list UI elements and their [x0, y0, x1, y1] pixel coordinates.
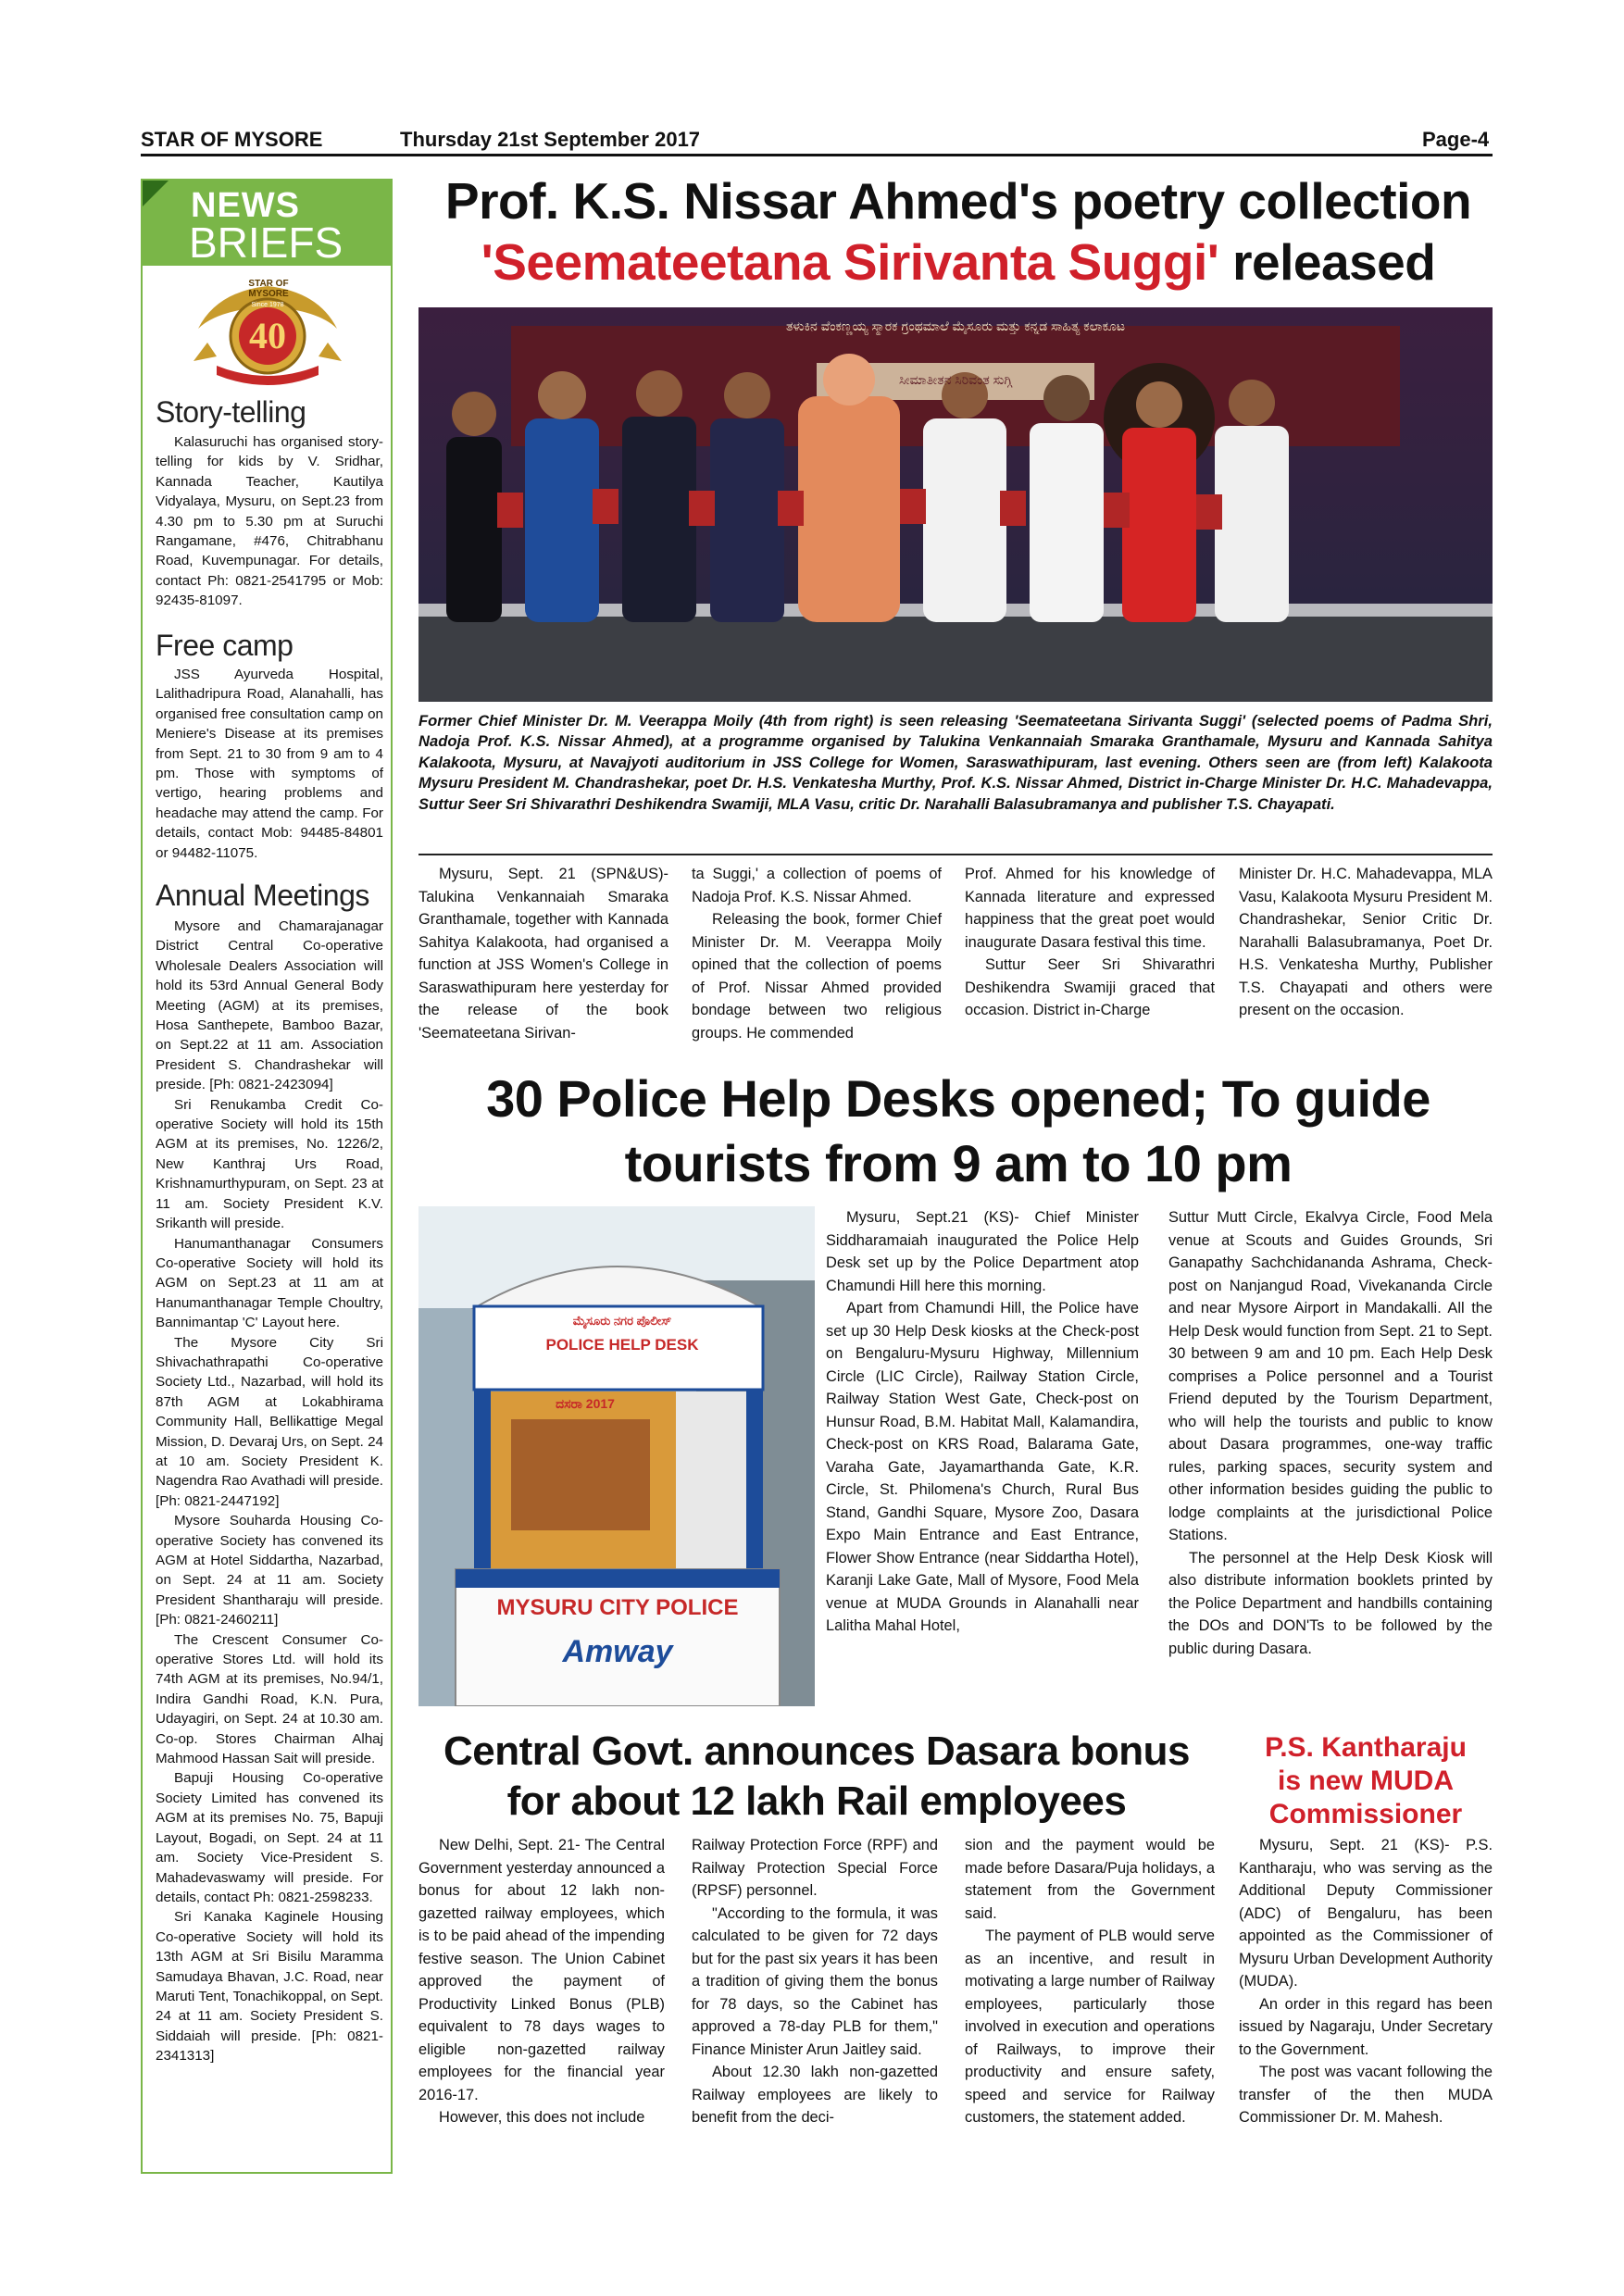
- kiosk-kannada-text: ಮೈಸೂರು ನಗರ ಪೊಲೀಸ್: [572, 1314, 672, 1328]
- story1-headline-line2: [407, 233, 1509, 291]
- story2-para: Apart from Chamundi Hill, the Police have set up 30 Help Desk kiosks at the Check-post on Bengaluru-Mysuru Highway, Millennium Circle (LIC Circle), Railway Station Circle, Railway Station West Gate, Check-post on Hunsur Road, B.M. Habitat Mall, Kalamandira, Check-post on KRS Road, Balarama Gate, Varaha Gate, Jayamarthanda Gate, K.R. Circle, St. Philomena's Church, Rural Bus Stand, Gandhi Square, Mysore Zoo, Dasara Expo Main Entrance and East Entrance, Flower Show Entrance (near Siddartha Hotel), Karanji Lake Gate, Mall of Mysore, Food Mela venue at MUDA Grounds in Alanahalli near Lalitha Mahal Hotel,: [826, 1300, 1139, 1634]
- logo-top-text: STAR OF MYSORE: [248, 279, 289, 299]
- photo-banner-text: ತಳುಕಿನ ವೆಂಕಣ್ಣಯ್ಯ ಸ್ಮಾರಕ ಗ್ರಂಥಮಾಲೆ ಮೈಸೂರು ಮತ್ತು ಕನ್ನಡ ಸಾಹಿತ್ಯ ಕಲಾಕೂಟ: [786, 318, 1125, 333]
- story3-para: "According to the formula, it was calculated to be given for 72 days but for the past six years it has been a tradition of giving them the bonus for 78 days, so the Cabinet has approved a 78-day PLB for them," Finance Minister Arun Jaitley said.: [692, 1904, 938, 2058]
- police-kiosk-image: [418, 1206, 815, 1706]
- corner-arrow-icon: [143, 181, 169, 206]
- book-release-photo: [418, 307, 1493, 702]
- paper-name: STAR OF MYSORE: [141, 128, 323, 151]
- meeting-item: The Mysore City Sri Shivachathrapathi Co-operative Society Ltd., Nazarbad, will hold its 87th AGM at Lokabhirama Community Hall, Bellikattige Megal Mission, D. Devaraj Urs, on Sept. 24 at 10 am. Society President K. Nagendra Rao Avathadi will preside. [Ph: 0821-2447192]: [156, 1334, 383, 1509]
- kiosk-sign-text: POLICE HELP DESK: [545, 1336, 699, 1354]
- story2-para: Suttur Mutt Circle, Ekalvya Circle, Food Mela venue at Scouts and Guides Grounds, Sri Ganapathy Sachchidananda Ashrama, Check-post on Nanjangud Road, Vivekananda Circle and near Mysore Airport in Mandakalli. All the Help Desk would function from Sept. 21 to Sept. 30 between 9 am and 10 pm. Each Help Desk comprises a Police personnel and a Tourist Friend deputed by the Tourism Department, who will help the tourists and public to know about Dasara programmes, one-way traffic rules, parking spaces, security system and other information besides guiding the public to lodge complaints at the jurisdictional Police Stations.: [1168, 1209, 1493, 1543]
- story1-para: Releasing the book, former Chief Minister Dr. M. Veerappa Moily opined that the collection of poems of Prof. Nissar Ahmed provided bondage between two religious groups. He commended: [692, 911, 942, 1042]
- meeting-item: Mysore and Chamarajanagar District Central Co-operative Wholesale Dealers Association will hold its 53rd Annual General Body Meeting (AGM) at its premises, Hosa Santhepete, Bamboo Bazar, on Sept.22 at 11 am. Association President S. Chandrashekar will preside. [Ph: 0821-2423094]: [156, 918, 383, 1093]
- story3-col1: [418, 1834, 665, 2129]
- story3-para: sion and the payment would be made before Dasara/Puja holidays, a statement from the Government said.: [965, 1837, 1215, 1922]
- story2-para: Mysuru, Sept.21 (KS)- Chief Minister Siddharamaiah inaugurated the Police Help Desk set up by the Police Department atop Chamundi Hill here this morning.: [826, 1209, 1139, 1294]
- caption-rule: [418, 854, 1493, 855]
- logo-number: 40: [249, 315, 286, 356]
- book-title-red: 'Seemateetana Sirivanta Suggi': [481, 233, 1219, 291]
- story1-headline-line1: Prof. K.S. Nissar Ahmed's poetry collection: [444, 172, 1472, 230]
- freecamp-para: JSS Ayurveda Hospital, Lalithadripura Road, Alanahalli, has organised free consultation camp on Meniere's Disease at its premises from Sept. 21 to 30 from 9 am to 4 pm. Those with symptoms of vertigo, hearing problems and headache may attend the camp. For details, contact Mob: 94485-84801 or 94482-11075.: [156, 667, 383, 861]
- story3-headline-line1: Central Govt. announces Dasara bonus: [443, 1728, 1190, 1774]
- storytelling-heading: Story-telling: [156, 395, 306, 429]
- kiosk-sponsor-text: Amway: [562, 1634, 673, 1669]
- story2-col2: [1168, 1206, 1493, 1660]
- book-release-photo-image: [418, 307, 1493, 702]
- story3-headline-line2: for about 12 lakh Rail employees: [506, 1778, 1127, 1824]
- meeting-item: The Crescent Consumer Co-operative Stores Ltd. will hold its 74th AGM at its premises, No.94/1, Indira Gandhi Road, K.N. Pura, Udayagiri, on Sept. 24 at 10.30 am. Co-op. Stores Chairman Alhaj Mahmood Hassan Sait will preside.: [156, 1631, 383, 1767]
- meeting-item: Mysore Souharda Housing Co-operative Society has convened its AGM at Hotel Siddartha, Nazarbad, on Sept. 24 at 11 am. Society President Shantharaju will preside. [Ph: 0821-2460211]: [156, 1513, 383, 1628]
- police-kiosk-photo: [418, 1206, 815, 1706]
- story4-headline-line3: Commissioner: [1268, 1799, 1463, 1829]
- kiosk-dasara-text: ದಸರಾ 2017: [556, 1396, 615, 1411]
- page-number: Page-4: [1422, 128, 1490, 151]
- story3-para: New Delhi, Sept. 21- The Central Government yesterday announced a bonus for about 12 lakh non-gazetted railway employees, which is to be paid ahead of the impending festive season. The Union Cabinet approved the payment of Productivity Linked Bonus (PLB) equivalent to 78 days wages to eligible non-gazetted railway employees for the financial year 2016-17.: [418, 1837, 665, 2103]
- story4-para: An order in this regard has been issued by Nagaraju, Under Secretary to the Government.: [1239, 1995, 1493, 2058]
- story1-para: ta Suggi,' a collection of poems of Nadoja Prof. K.S. Nissar Ahmed.: [692, 866, 942, 905]
- briefs-label: BRIEFS: [189, 218, 344, 267]
- story1-para: Suttur Seer Sri Shivarathri Deshikendra Swamiji graced that occasion. District in-Charge: [965, 956, 1215, 1018]
- anniversary-logo: [189, 273, 346, 389]
- storytelling-text: [156, 432, 383, 611]
- issue-date: Thursday 21st September 2017: [400, 128, 701, 151]
- story2-headline-line2: tourists from 9 am to 10 pm: [624, 1134, 1293, 1192]
- kiosk-brand-text: MYSURU CITY POLICE: [496, 1595, 739, 1620]
- news-briefs-sidebar: [141, 179, 393, 2174]
- story2-para: The personnel at the Help Desk Kiosk will also distribute information booklets printed by the Police Department and handbills containing the DOs and DON'Ts to be followed by the public during Dasara.: [1168, 1549, 1493, 1657]
- news-briefs-header: [143, 181, 391, 266]
- story1-caption: Former Chief Minister Dr. M. Veerappa Moily (4th from right) is seen releasing 'Seemateetana Sirivanta Suggi' (selected poems of Padma Shri, Nadoja Prof. K.S. Nissar Ahmed), at a programme organised by Talukina Venkannaiah Smaraka Granthamale, Mysuru and Kannada Sahitya Kalakoota, Mysuru, at Navajyoti auditorium in JSS College for Women, Saraswathipuram, last evening. Others seen are (from left) Kalakoota Mysuru President M. Chandrashekar, poet Dr. H.S. Venkatesha Murthy, Prof. K.S. Nissar Ahmed, District in-Charge Minister Dr. H.C. Mahadevappa, Suttur Seer Sri Shivarathri Deshikendra Swamiji, MLA Vasu, critic Dr. Narahalli Balasubramanya and publisher T.S. Chayapati.: [418, 712, 1493, 813]
- story4-para: The post was vacant following the transfer of the then MUDA Commissioner Dr. M. Mahesh.: [1239, 2064, 1493, 2126]
- story3-para: Railway Protection Force (RPF) and Railway Protection Special Force (RPSF) personnel.: [692, 1837, 938, 1899]
- meeting-item: Sri Renukamba Credit Co-operative Society will hold its 15th AGM at its premises, No. 1226/2, New Kanthraj Urs Road, Krishnamurthypuram, on Sept. 23 at 11 am. Society President K.V. Srikanth will preside.: [156, 1096, 383, 1232]
- storytelling-para: Kalasuruchi has organised story-telling for kids by V. Sridhar, Kannada Teacher, Kautilya Vidyalaya, Mysuru, on Sept.23 from 4.30 pm to 5.30 pm at Suruchi Rangamane, #476, Chitrabhanu Road, Kuvempunagar. For details, contact Ph: 0821-2541795 or Mob: 92435-81097.: [156, 434, 383, 609]
- headline-released: released: [1218, 233, 1436, 291]
- story1-col3: [965, 863, 1215, 1022]
- story4-para: Mysuru, Sept. 21 (KS)- P.S. Kantharaju, who was serving as the Additional Deputy Commissioner (ADC) of Bengaluru, has been appointed as the Commissioner of Mysuru Urban Development Authority (MUDA).: [1239, 1837, 1493, 1990]
- meeting-item: Hanumanthanagar Consumers Co-operative Society will hold its AGM on Sept.23 at 11 am at Hanumanthanagar Temple Choultry, Bannimantap 'C' Layout here.: [156, 1235, 383, 1331]
- story1-para: Minister Dr. H.C. Mahadevappa, MLA Vasu, Kalakoota Mysuru President M. Chandrashekar, Senior Critic Dr. Narahalli Balasubramanya, Poet Dr. H.S. Venkatesha Murthy, Publisher T.S. Chayapati and others were present on the occasion.: [1239, 866, 1493, 1018]
- story2-headline-line1: 30 Police Help Desks opened; To guide: [486, 1069, 1430, 1128]
- story1-para: Mysuru, Sept. 21 (SPN&US)- Talukina Venkannaiah Smaraka Granthamale, together with Kannada Sahitya Kalakoota, had organised a function at JSS Women's College in Saraswathipuram here yesterday for the release of the book 'Seemateetana Sirivan-: [418, 866, 668, 1042]
- freecamp-heading: Free camp: [156, 629, 294, 662]
- story3-para: The payment of PLB would serve as an incentive, and result in motivating a large number of Railway employees, particularly those involved in execution and operations of Railways, to improve their productivity and ensure safety, speed and service for Railway customers, the statement added.: [965, 1928, 1215, 2126]
- story3-col3: [965, 1834, 1215, 2129]
- freecamp-text: [156, 665, 383, 863]
- story4-headline-line2: is new MUDA: [1277, 1766, 1455, 1796]
- story4-body: [1239, 1834, 1493, 2129]
- story3-para: However, this does not include: [439, 2109, 645, 2126]
- story3-para: About 12.30 lakh non-gazetted Railway employees are likely to benefit from the deci-: [692, 2064, 938, 2126]
- story1-col4: [1239, 863, 1493, 1022]
- masthead-rule: [141, 154, 1493, 156]
- story4-headline-line1: P.S. Kantharaju: [1265, 1732, 1467, 1763]
- photo-banner-book-title: ಸೀಮಾತೀತನ ಸಿರಿವಂತ ಸುಗ್ಗಿ: [899, 372, 1012, 387]
- story4-headline: [1239, 1731, 1493, 1831]
- story1-col1: [418, 863, 668, 1044]
- story3-col2: [692, 1834, 938, 2129]
- meeting-item: Sri Kanaka Kaginele Housing Co-operative Society will hold its 13th AGM at Sri Bisilu Maramma Samudaya Bhavan, J.C. Road, near Maruti Tent, Tonachikoppal, on Sept. 24 at 11 am. Society President S. Siddaiah will preside. [Ph: 0821-2341313]: [156, 1909, 383, 2065]
- news-label: NEWS: [191, 186, 300, 225]
- meetings-heading: Annual Meetings: [156, 879, 369, 912]
- meeting-item: Bapuji Housing Co-operative Society Limited has convened its AGM at its premises No. 75, Bapuji Layout, Bogadi, on Sept. 24 at 11 am. Society Vice-President S. Mahadevaswamy will preside. For details, contact Ph: 0821-2598233.: [156, 1770, 383, 1905]
- logo-since: Since 1978: [251, 302, 284, 308]
- meetings-list: [156, 917, 383, 2066]
- story1-col2: [692, 863, 942, 1044]
- story2-col1: [826, 1206, 1139, 1638]
- story1-para: Prof. Ahmed for his knowledge of Kannada literature and expressed happiness that the great poet would inaugurate Dasara festival this time.: [965, 866, 1215, 951]
